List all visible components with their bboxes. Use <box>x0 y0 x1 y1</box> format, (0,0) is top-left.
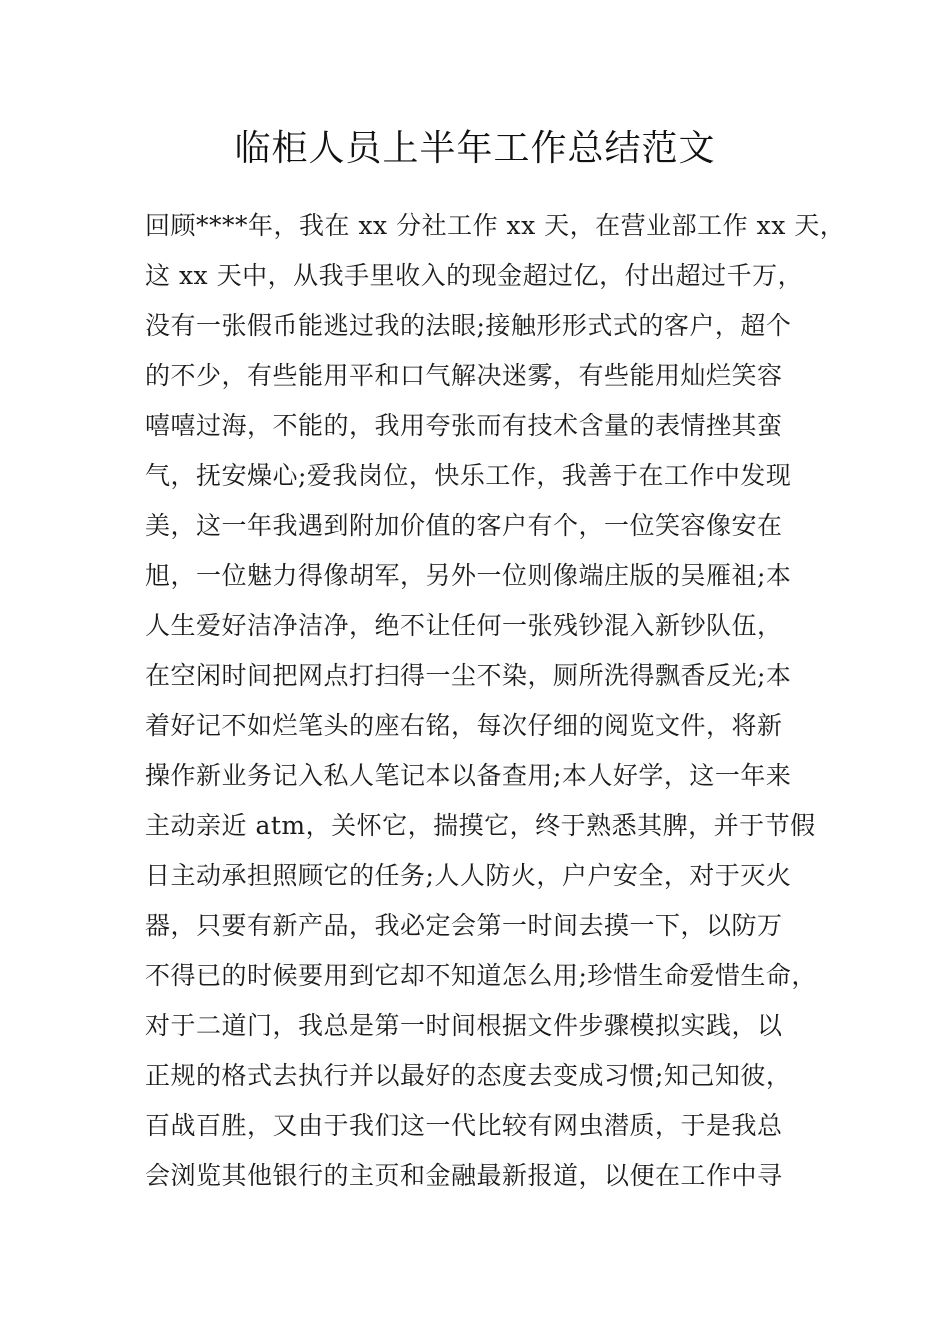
paragraph-line: 主动亲近 atm，关怀它，揣摸它，终于熟悉其脾，并于节假 <box>145 811 816 840</box>
paragraph-line: 美，这一年我遇到附加价值的客户有个，一位笑容像安在 <box>145 511 783 540</box>
paragraph-line: 人生爱好洁净洁净，绝不让任何一张残钞混入新钞队伍， <box>145 611 783 640</box>
paragraph-line: 回顾****年，我在 xx 分社工作 xx 天，在营业部工作 xx 天， <box>145 211 846 240</box>
document-title: 临柜人员上半年工作总结范文 <box>234 128 716 169</box>
paragraph-line: 这 xx 天中，从我手里收入的现金超过亿，付出超过千万， <box>145 261 804 290</box>
paragraph-line: 会浏览其他银行的主页和金融最新报道，以便在工作中寻 <box>145 1161 783 1190</box>
paragraph-line: 着好记不如烂笔头的座右铭，每次仔细的阅览文件，将新 <box>145 711 783 740</box>
paragraph-line: 不得已的时候要用到它却不知道怎么用;珍惜生命爱惜生命， <box>145 961 817 990</box>
paragraph-line: 对于二道门，我总是第一时间根据文件步骤模拟实践，以 <box>145 1011 783 1040</box>
paragraph-line: 气，抚安燥心;爱我岗位，快乐工作，我善于在工作中发现 <box>145 461 792 490</box>
paragraph-line: 日主动承担照顾它的任务;人人防火，户户安全，对于灭火 <box>145 861 792 890</box>
paragraph-line: 百战百胜，又由于我们这一代比较有网虫潜质，于是我总 <box>145 1111 783 1140</box>
paragraph-line: 操作新业务记入私人笔记本以备查用;本人好学，这一年来 <box>145 761 792 790</box>
paragraph-line: 在空闲时间把网点打扫得一尘不染，厕所洗得飘香反光;本 <box>145 661 792 690</box>
paragraph-line: 旭，一位魅力得像胡军，另外一位则像端庄版的吴雁祖;本 <box>145 561 792 590</box>
paragraph-line: 的不少，有些能用平和口气解决迷雾，有些能用灿烂笑容 <box>145 361 783 390</box>
paragraph-line: 没有一张假币能逃过我的法眼;接触形形式式的客户，超个 <box>145 311 792 340</box>
document-body <box>145 201 845 1201</box>
paragraph-line: 嘻嘻过海，不能的，我用夸张而有技术含量的表情挫其蛮 <box>145 411 783 440</box>
paragraph-line: 器，只要有新产品，我必定会第一时间去摸一下，以防万 <box>145 911 783 940</box>
paragraph-line: 正规的格式去执行并以最好的态度去变成习惯;知己知彼， <box>145 1061 792 1090</box>
